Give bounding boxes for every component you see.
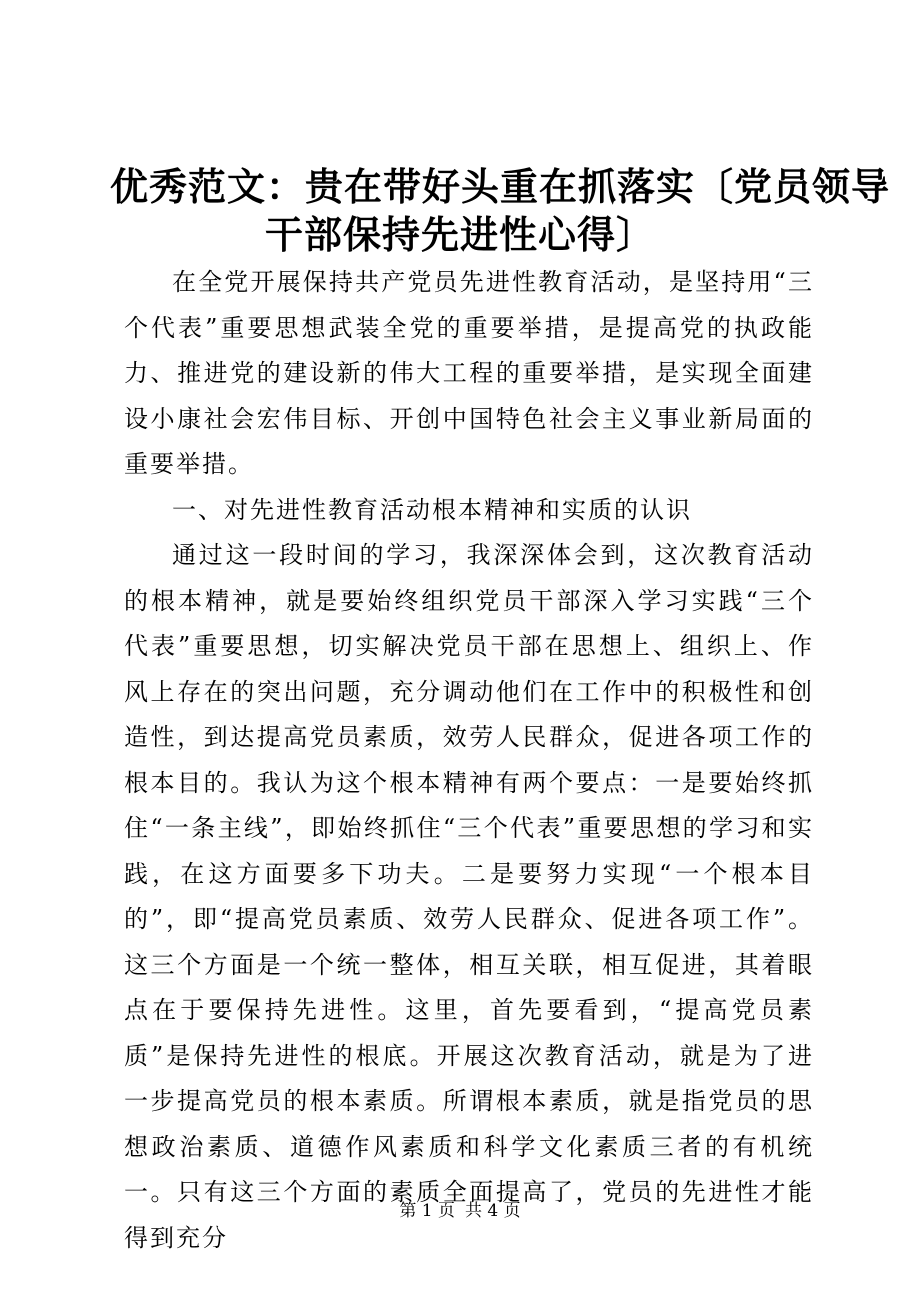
document-body	[124, 260, 814, 1261]
paragraph-main: 通过这一段时间的学习，我深深体会到，这次教育活动的根本精神，就是要始终组织党员干部深入学习实践“三个代表”重要思想，切实解决党员干部在思想上、组织上、作风上存在的突出问题，充分调动他们在工作中的积极性和创造性，到达提高党员素质，效劳人民群众，促进各项工作的根本目的。我认为这个根本精神有两个要点：一是要始终抓住“一条主线”，即始终抓住“三个代表”重要思想的学习和实践，在这方面要多下功夫。二是要努力实现“一个根本目的”，即“提高党员素质、效劳人民群众、促进各项工作”。这三个方面是一个统一整体，相互关联，相互促进，其着眼点在于要保持先进性。这里，首先要看到，“提高党员素质”是保持先进性的根底。开展这次教育活动，就是为了进一步提高党员的根本素质。所谓根本素质，就是指党员的思想政治素质、道德作风素质和科学文化素质三者的有机统一。只有这三个方面的素质全面提高了，党员的先进性才能得到充分	[124, 541, 814, 1252]
paragraph-intro: 在全党开展保持共产党员先进性教育活动，是坚持用“三个代表”重要思想武装全党的重要举措，是提高党的执政能力、推进党的建设新的伟大工程的重要举措，是实现全面建设小康社会宏伟目标、开创中国特色社会主义事业新局面的重要举措。	[124, 268, 814, 478]
page-number: 第 1 页	[399, 1201, 455, 1221]
section-heading: 一、对先进性教育活动根本精神和实质的认识	[172, 495, 692, 524]
document-title	[110, 163, 891, 259]
page-footer	[0, 1200, 920, 1222]
title-line-1: 优秀范文：贵在带好头重在抓落实〔党员领导	[110, 165, 891, 209]
page-total: 共 4 页	[465, 1201, 521, 1221]
title-line-2: 干部保持先进性心得〕	[264, 213, 655, 257]
